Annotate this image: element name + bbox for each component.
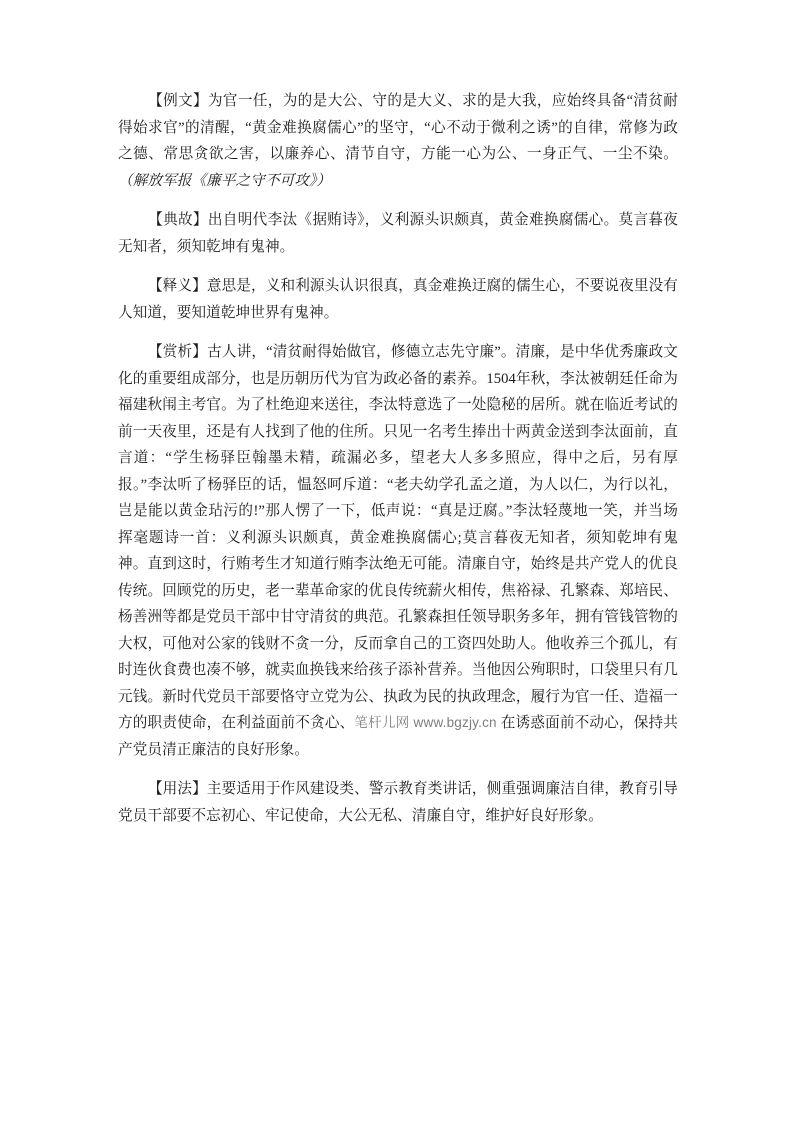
watermark [354, 715, 500, 730]
document-body [118, 88, 678, 842]
paragraph-appreciation [118, 339, 678, 763]
watermark-site-name: 笔杆儿网 [354, 715, 410, 730]
paragraph-interpretation [118, 273, 678, 326]
watermark-url: www.bgzjy.cn [413, 715, 497, 730]
paragraph-text-interpretation: 意思是，义和利源头认识很真，真金难换迂腐的儒生心，不要说夜里没有人知道，要知道乾坤世界有鬼神。 [118, 278, 679, 321]
paragraph-label-interpretation: 【释义】 [147, 278, 207, 294]
paragraph-text-appreciation-before: 古人讲，“清贫耐得始做官，修德立志先守廉”。清廉，是中华优秀廉政文化的重要组成部分，也是历朝历代为官为政必备的素养。1504年秋，李汰被朝廷任命为福建秋闱主考官。为了杜绝迎来送往，李汰特意选了一处隐秘的居所。就在临近考试的前一天夜里，还是有人找到了他的住所。只见一名考生捧出十两黄金送到李汰面前，直言道：“学生杨驿臣翰墨未精，疏漏必多，望老大人多多照应，得中之后，另有厚报。”李汰听了杨驿臣的话，愠怒呵斥道：“老夫幼学孔孟之道，为人以仁，为行以礼，岂是能以黄金玷污的!”那人愣了一下，低声说：“真是迂腐。”李汰轻蔑地一笑，并当场挥毫题诗一首：义利源头识颇真，黄金难换腐儒心;莫言暮夜无知者，须知乾坤有鬼神。直到这时，行贿考生才知道行贿李汰绝无可能。清廉自守，始终是共产党人的优良传统。回顾党的历史，老一辈革命家的优良传统薪火相传，焦裕禄、孔繁森、郑培民、杨善洲等都是党员干部中甘守清贫的典范。孔繁森担任领导职务多年，拥有管钱管物的大权，可他对公家的钱财不贪一分，反而拿自己的工资四处助人。他收养三个孤儿，有时连伙食费也凑不够，就卖血换钱来给孩子添补营养。当他因公殉职时，口袋里只有几元钱。新时代党员干部要恪守立党为公、执政为民的执政理念，履行为官一任、造福一方的职责使命，在利益面前不贪心、 [118, 344, 678, 731]
paragraph-label-usage: 【用法】 [147, 781, 207, 797]
paragraph-label-allusion: 【典故】 [147, 212, 208, 228]
paragraph-label-example: 【例文】 [147, 93, 208, 109]
paragraph-text-example: 为官一任，为的是大公、守的是大义、求的是大我，应始终具备“清贫耐得始求官”的清醒，“黄金难换腐儒心”的坚守，“心不动于微利之诱”的自律，常修为政之德、常思贪欲之害，以廉养心、清节自守，方能一心为公、一身正气、一尘不染。 [118, 93, 678, 162]
paragraph-text-usage: 主要适用于作风建设类、警示教育类讲话，侧重强调廉洁自律，教育引导党员干部要不忘初心、牢记使命，大公无私、清廉自守，维护好良好形象。 [118, 781, 679, 824]
paragraph-source-example: （解放军报《廉平之守不可攻》） [118, 172, 332, 189]
paragraph-example [118, 88, 678, 194]
paragraph-allusion [118, 207, 678, 260]
paragraph-usage [118, 776, 678, 829]
paragraph-text-allusion: 出自明代李汰《据贿诗》，义利源头识颇真，黄金难换腐儒心。莫言暮夜无知者，须知乾坤有鬼神。 [118, 212, 679, 255]
paragraph-label-appreciation: 【赏析】 [147, 344, 208, 360]
paragraph-text-appreciation-after: 在诱惑面前不动心，保持共产党员清正廉洁的良好形象。 [118, 715, 678, 758]
